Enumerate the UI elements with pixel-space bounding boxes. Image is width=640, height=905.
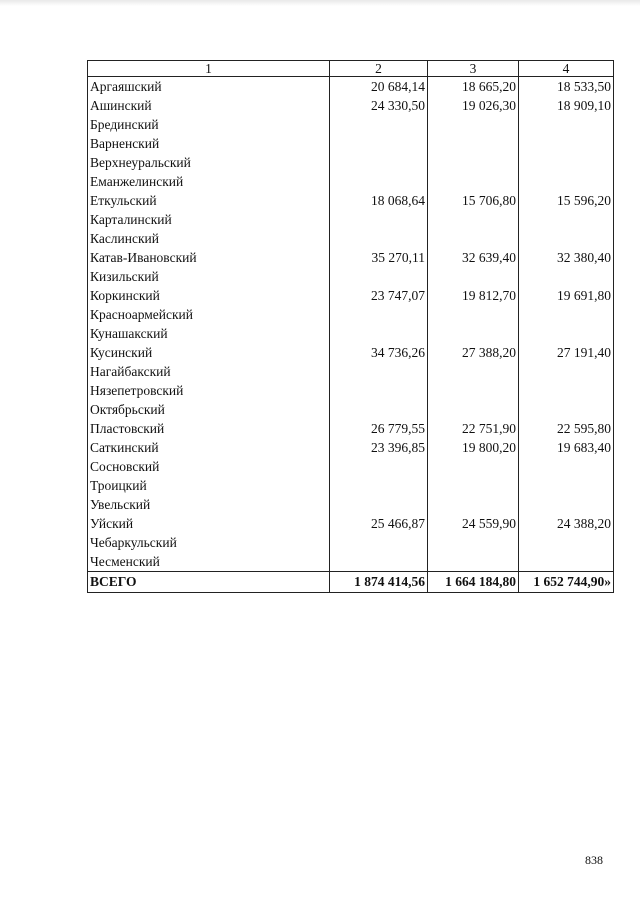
value-col-4: 19 691,80 (519, 286, 614, 305)
district-name: Кунашакский (88, 324, 330, 343)
table-row (88, 96, 614, 115)
table-row (88, 552, 614, 572)
district-name: Аргаяшский (88, 77, 330, 97)
value-col-3: 19 812,70 (428, 286, 519, 305)
table-row (88, 210, 614, 229)
value-col-4 (519, 229, 614, 248)
total-row (88, 572, 614, 593)
value-col-4: 18 533,50 (519, 77, 614, 97)
table-row (88, 115, 614, 134)
value-col-3 (428, 400, 519, 419)
value-col-3 (428, 229, 519, 248)
table-row (88, 153, 614, 172)
value-col-4 (519, 552, 614, 572)
district-name: Чебаркульский (88, 533, 330, 552)
district-name: Нязепетровский (88, 381, 330, 400)
value-col-3: 15 706,80 (428, 191, 519, 210)
value-col-3 (428, 153, 519, 172)
scan-top-edge (0, 0, 640, 6)
value-col-3 (428, 381, 519, 400)
table-row (88, 343, 614, 362)
district-name: Варненский (88, 134, 330, 153)
value-col-3: 19 026,30 (428, 96, 519, 115)
value-col-4 (519, 400, 614, 419)
value-col-4 (519, 495, 614, 514)
value-col-2 (330, 400, 428, 419)
value-col-4 (519, 476, 614, 495)
value-col-4: 19 683,40 (519, 438, 614, 457)
district-name: Карталинский (88, 210, 330, 229)
district-name: Красноармейский (88, 305, 330, 324)
table-row (88, 419, 614, 438)
value-col-3: 32 639,40 (428, 248, 519, 267)
total-value-col-4: 1 652 744,90» (519, 572, 614, 593)
value-col-4 (519, 153, 614, 172)
district-name: Каслинский (88, 229, 330, 248)
value-col-2: 24 330,50 (330, 96, 428, 115)
value-col-3 (428, 305, 519, 324)
value-col-2 (330, 476, 428, 495)
value-col-2 (330, 324, 428, 343)
value-col-4 (519, 267, 614, 286)
value-col-3 (428, 324, 519, 343)
table-row (88, 134, 614, 153)
value-col-4 (519, 172, 614, 191)
header-cell-col-2: 2 (330, 61, 428, 77)
value-col-2 (330, 362, 428, 381)
table-row (88, 514, 614, 533)
district-name: Пластовский (88, 419, 330, 438)
value-col-3 (428, 495, 519, 514)
value-col-4: 32 380,40 (519, 248, 614, 267)
value-col-4 (519, 210, 614, 229)
district-name: Сосновский (88, 457, 330, 476)
value-col-2 (330, 457, 428, 476)
value-col-3 (428, 476, 519, 495)
value-col-2 (330, 552, 428, 572)
table-row (88, 495, 614, 514)
value-col-2 (330, 115, 428, 134)
budget-table (87, 60, 614, 593)
value-col-4: 24 388,20 (519, 514, 614, 533)
value-col-3: 24 559,90 (428, 514, 519, 533)
value-col-4 (519, 305, 614, 324)
value-col-3 (428, 134, 519, 153)
value-col-2 (330, 153, 428, 172)
table-row (88, 305, 614, 324)
value-col-2: 35 270,11 (330, 248, 428, 267)
header-cell-col-4: 4 (519, 61, 614, 77)
value-col-3 (428, 115, 519, 134)
table-row (88, 267, 614, 286)
table-body (88, 77, 614, 572)
value-col-3 (428, 267, 519, 286)
table-row (88, 248, 614, 267)
value-col-3: 18 665,20 (428, 77, 519, 97)
total-value-col-2: 1 874 414,56 (330, 572, 428, 593)
value-col-3 (428, 533, 519, 552)
value-col-2 (330, 229, 428, 248)
district-name: Еманжелинский (88, 172, 330, 191)
table-row (88, 400, 614, 419)
district-name: Катав-Ивановский (88, 248, 330, 267)
table-row (88, 324, 614, 343)
value-col-2: 23 747,07 (330, 286, 428, 305)
value-col-4 (519, 533, 614, 552)
header-cell-col-1: 1 (88, 61, 330, 77)
value-col-2 (330, 134, 428, 153)
table-row (88, 77, 614, 97)
district-name: Ашинский (88, 96, 330, 115)
value-col-2 (330, 210, 428, 229)
value-col-4 (519, 134, 614, 153)
value-col-4: 18 909,10 (519, 96, 614, 115)
value-col-2 (330, 267, 428, 286)
district-name: Саткинский (88, 438, 330, 457)
value-col-2 (330, 172, 428, 191)
district-name: Еткульский (88, 191, 330, 210)
value-col-3: 27 388,20 (428, 343, 519, 362)
value-col-3 (428, 362, 519, 381)
table-row (88, 438, 614, 457)
table-row (88, 229, 614, 248)
value-col-4 (519, 362, 614, 381)
value-col-3 (428, 457, 519, 476)
district-name: Чесменский (88, 552, 330, 572)
value-col-3: 19 800,20 (428, 438, 519, 457)
value-col-4: 27 191,40 (519, 343, 614, 362)
value-col-3 (428, 172, 519, 191)
value-col-4: 22 595,80 (519, 419, 614, 438)
table-row (88, 381, 614, 400)
value-col-2: 26 779,55 (330, 419, 428, 438)
district-name: Троицкий (88, 476, 330, 495)
value-col-2: 20 684,14 (330, 77, 428, 97)
total-label: ВСЕГО (88, 572, 330, 593)
value-col-2 (330, 533, 428, 552)
table-row (88, 362, 614, 381)
district-name: Кусинский (88, 343, 330, 362)
district-name: Нагайбакский (88, 362, 330, 381)
table-row (88, 476, 614, 495)
value-col-4 (519, 457, 614, 476)
page-number: 838 (585, 853, 603, 867)
value-col-4 (519, 324, 614, 343)
table-row (88, 286, 614, 305)
district-name: Коркинский (88, 286, 330, 305)
table-row (88, 533, 614, 552)
district-name: Увельский (88, 495, 330, 514)
table-row (88, 191, 614, 210)
total-value-col-3: 1 664 184,80 (428, 572, 519, 593)
value-col-4: 15 596,20 (519, 191, 614, 210)
value-col-4 (519, 381, 614, 400)
district-name: Брединский (88, 115, 330, 134)
header-cell-col-3: 3 (428, 61, 519, 77)
value-col-2 (330, 305, 428, 324)
value-col-2: 18 068,64 (330, 191, 428, 210)
district-name: Верхнеуральский (88, 153, 330, 172)
value-col-4 (519, 115, 614, 134)
value-col-2: 23 396,85 (330, 438, 428, 457)
value-col-2: 25 466,87 (330, 514, 428, 533)
value-col-2 (330, 381, 428, 400)
value-col-3 (428, 210, 519, 229)
value-col-3: 22 751,90 (428, 419, 519, 438)
district-name: Кизильский (88, 267, 330, 286)
table-row (88, 172, 614, 191)
value-col-2: 34 736,26 (330, 343, 428, 362)
value-col-3 (428, 552, 519, 572)
district-name: Октябрьский (88, 400, 330, 419)
header-row (88, 61, 614, 77)
district-name: Уйский (88, 514, 330, 533)
value-col-2 (330, 495, 428, 514)
table-row (88, 457, 614, 476)
